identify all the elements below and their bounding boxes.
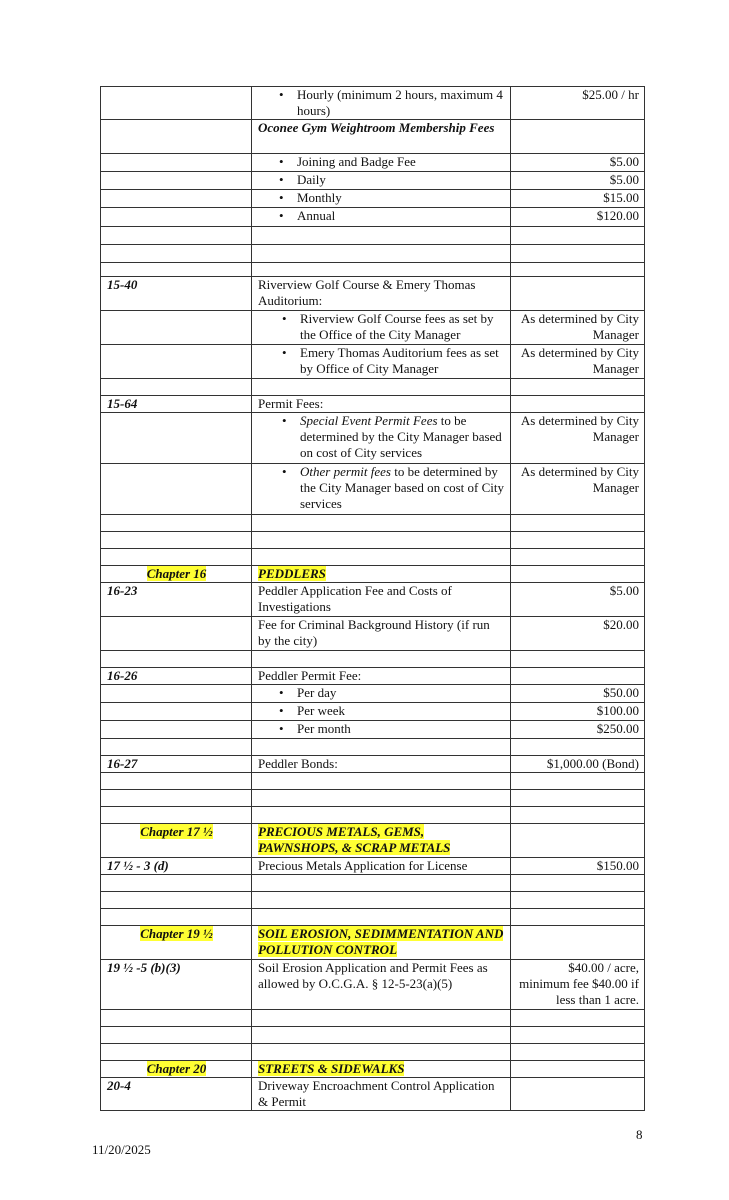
section-number [101,413,252,464]
description-cell: Peddler Application Fee and Costs of Investigations [252,583,511,617]
table-row [101,190,645,208]
table-row [101,227,645,245]
fee-amount [511,245,645,263]
description-cell [252,1061,511,1078]
chapter-row [101,824,645,858]
section-number: 16-26 [101,668,252,685]
section-number [101,154,252,172]
fee-amount [511,790,645,807]
table-row [101,756,645,773]
section-number [101,120,252,154]
table-row [101,208,645,227]
bullet-icon: • [279,154,284,169]
bullet-text [300,413,505,461]
table-row [101,668,645,685]
table-row [101,739,645,756]
section-number [101,532,252,549]
description-cell [252,909,511,926]
table-row [101,1044,645,1061]
fee-amount: As determined by City Manager [511,345,645,379]
bullet-text-italic: Other permit fees [300,464,391,479]
description-cell [252,807,511,824]
fee-amount [511,532,645,549]
fee-amount [511,379,645,396]
fee-amount: $5.00 [511,154,645,172]
fee-schedule-body [101,87,645,1111]
section-number [101,651,252,668]
fee-amount [511,1061,645,1078]
description-cell [252,532,511,549]
table-row [101,1078,645,1111]
fee-amount [511,668,645,685]
fee-amount [511,1010,645,1027]
description-cell [252,926,511,960]
section-number: 15-40 [101,277,252,311]
chapter-title: STREETS & SIDEWALKS [258,1061,405,1076]
description-cell [252,120,511,154]
description-cell [252,685,511,703]
description-cell [252,1044,511,1061]
subsection-title: Oconee Gym Weightroom Membership Fees [258,120,495,135]
chapter-label-cell [101,566,252,583]
section-number [101,190,252,208]
chapter-label: Chapter 16 [146,566,207,581]
fee-amount: As determined by City Manager [511,464,645,515]
fee-amount [511,773,645,790]
bullet-icon: • [279,208,284,223]
bullet-text: Per day [297,685,337,700]
description-cell [252,875,511,892]
table-row [101,549,645,566]
section-number: 15-64 [101,396,252,413]
section-number [101,773,252,790]
description-cell [252,703,511,721]
table-row [101,263,645,277]
description-cell [252,549,511,566]
fee-amount: $20.00 [511,617,645,651]
section-number [101,245,252,263]
description-cell: Fee for Criminal Background History (if run by the city) [252,617,511,651]
chapter-row [101,1061,645,1078]
chapter-label: Chapter 19 ½ [140,926,213,941]
section-number [101,790,252,807]
fee-amount: $250.00 [511,721,645,739]
table-row [101,311,645,345]
section-number [101,807,252,824]
description-cell: Permit Fees: [252,396,511,413]
fee-amount: As determined by City Manager [511,311,645,345]
description-cell [252,1010,511,1027]
table-row [101,277,645,311]
description-cell [252,227,511,245]
description-cell [252,773,511,790]
section-number [101,87,252,120]
bullet-text: Emery Thomas Auditorium fees as set by Office of City Manager [300,345,499,376]
table-row [101,120,645,154]
table-row [101,807,645,824]
fee-amount: $1,000.00 (Bond) [511,756,645,773]
fee-amount [511,396,645,413]
description-cell [252,245,511,263]
bullet-text [300,464,505,512]
bullet-item [258,345,505,377]
fee-amount [511,892,645,909]
description-cell: Precious Metals Application for License [252,858,511,875]
description-cell: Soil Erosion Application and Permit Fees as allowed by O.C.G.A. § 12-5-23(a)(5) [252,960,511,1010]
bullet-item [258,311,505,343]
bullet-text: Monthly [297,190,342,205]
description-cell [252,154,511,172]
description-cell [252,379,511,396]
fee-amount [511,120,645,154]
fee-amount [511,263,645,277]
bullet-icon: • [279,190,284,205]
bullet-text: Annual [297,208,336,223]
footer-date: 11/20/2025 [92,1142,151,1157]
bullet-item [258,172,505,188]
bullet-item [258,685,505,701]
description-cell [252,739,511,756]
section-number: 17 ½ - 3 (d) [101,858,252,875]
table-row [101,721,645,739]
description-cell [252,208,511,227]
description-cell [252,515,511,532]
section-number [101,721,252,739]
section-number [101,549,252,566]
bullet-icon: • [282,345,287,360]
bullet-icon: • [279,685,284,700]
bullet-item [258,208,505,224]
fee-amount: As determined by City Manager [511,413,645,464]
chapter-title: PRECIOUS METALS, GEMS, PAWNSHOPS, & SCRAP METALS [258,824,451,855]
table-row [101,464,645,515]
bullet-item [258,154,505,170]
chapter-label-cell [101,1061,252,1078]
table-row [101,583,645,617]
chapter-label: Chapter 20 [146,1061,207,1076]
table-row [101,703,645,721]
bullet-text: Per month [297,721,351,736]
table-row [101,379,645,396]
section-number [101,1010,252,1027]
fee-amount: $150.00 [511,858,645,875]
section-number: 16-23 [101,583,252,617]
bullet-item [258,464,505,512]
table-row [101,515,645,532]
description-cell [252,345,511,379]
chapter-label-cell [101,926,252,960]
bullet-icon: • [279,703,284,718]
fee-amount: $100.00 [511,703,645,721]
description-cell: Driveway Encroachment Control Application & Permit [252,1078,511,1111]
fee-amount [511,651,645,668]
description-cell: Peddler Permit Fee: [252,668,511,685]
section-number [101,685,252,703]
description-cell [252,824,511,858]
bullet-icon: • [279,172,284,187]
bullet-text: Joining and Badge Fee [297,154,416,169]
fee-amount: $5.00 [511,172,645,190]
fee-amount: $50.00 [511,685,645,703]
section-number [101,1027,252,1044]
table-row [101,154,645,172]
chapter-title: SOIL EROSION, SEDIMMENTATION AND POLLUTION CONTROL [258,926,504,957]
description-cell [252,721,511,739]
table-row [101,875,645,892]
bullet-item [258,703,505,719]
fee-amount [511,515,645,532]
description-cell [252,87,511,120]
bullet-icon: • [282,464,287,479]
fee-amount [511,807,645,824]
description-cell [252,172,511,190]
bullet-item [258,413,505,461]
section-number [101,172,252,190]
section-number [101,263,252,277]
table-row [101,685,645,703]
chapter-row [101,926,645,960]
description-cell: Riverview Golf Course & Emery Thomas Auditorium: [252,277,511,311]
section-number: 19 ½ -5 (b)(3) [101,960,252,1010]
section-number [101,617,252,651]
bullet-text: Per week [297,703,346,718]
fee-amount [511,739,645,756]
description-cell [252,651,511,668]
section-number [101,515,252,532]
table-row [101,245,645,263]
table-row [101,532,645,549]
chapter-label-cell [101,824,252,858]
table-row [101,172,645,190]
description-cell [252,413,511,464]
section-number [101,703,252,721]
fee-amount [511,566,645,583]
table-row [101,1010,645,1027]
fee-schedule-table [100,86,645,1111]
table-row [101,651,645,668]
fee-amount [511,1078,645,1111]
table-row [101,892,645,909]
bullet-item [258,87,505,119]
description-cell [252,892,511,909]
fee-amount: $15.00 [511,190,645,208]
fee-amount [511,824,645,858]
fee-amount [511,277,645,311]
page-number: 8 [636,1127,643,1142]
description-cell [252,263,511,277]
fee-amount: $25.00 / hr [511,87,645,120]
table-row [101,1027,645,1044]
table-row [101,773,645,790]
fee-amount: $40.00 / acre, minimum fee $40.00 if less than 1 acre. [511,960,645,1010]
bullet-item [258,721,505,737]
bullet-text: Hourly (minimum 2 hours, maximum 4 hours) [297,87,503,118]
section-number [101,227,252,245]
section-number [101,892,252,909]
bullet-icon: • [279,721,284,736]
table-row [101,413,645,464]
table-row [101,345,645,379]
section-number [101,208,252,227]
fee-amount [511,926,645,960]
fee-amount [511,909,645,926]
fee-amount [511,227,645,245]
section-number: 20-4 [101,1078,252,1111]
fee-amount [511,1027,645,1044]
bullet-text: Daily [297,172,326,187]
table-row [101,909,645,926]
table-row [101,960,645,1010]
table-row [101,858,645,875]
section-number [101,739,252,756]
bullet-icon: • [282,311,287,326]
bullet-icon: • [282,413,287,428]
bullet-text-italic: Special Event Permit Fees [300,413,438,428]
fee-amount: $120.00 [511,208,645,227]
table-row [101,396,645,413]
section-number [101,311,252,345]
bullet-text-rest: to be determined by the City Manager based on cost of City services [300,413,502,460]
table-row [101,617,645,651]
section-number [101,464,252,515]
description-cell [252,464,511,515]
chapter-label: Chapter 17 ½ [140,824,213,839]
description-cell [252,190,511,208]
section-number [101,345,252,379]
table-row [101,87,645,120]
description-cell [252,311,511,345]
section-number [101,379,252,396]
fee-amount [511,549,645,566]
section-number [101,875,252,892]
fee-amount: $5.00 [511,583,645,617]
bullet-icon: • [279,87,284,102]
section-number [101,1044,252,1061]
chapter-row [101,566,645,583]
description-cell [252,1027,511,1044]
fee-amount [511,875,645,892]
section-number: 16-27 [101,756,252,773]
description-cell [252,566,511,583]
table-row [101,790,645,807]
bullet-item [258,190,505,206]
section-number [101,909,252,926]
description-cell: Peddler Bonds: [252,756,511,773]
description-cell [252,790,511,807]
bullet-text-rest: to be determined by the City Manager based on cost of City services [300,464,504,511]
bullet-text: Riverview Golf Course fees as set by the Office of the City Manager [300,311,494,342]
chapter-title: PEDDLERS [258,566,326,581]
fee-amount [511,1044,645,1061]
